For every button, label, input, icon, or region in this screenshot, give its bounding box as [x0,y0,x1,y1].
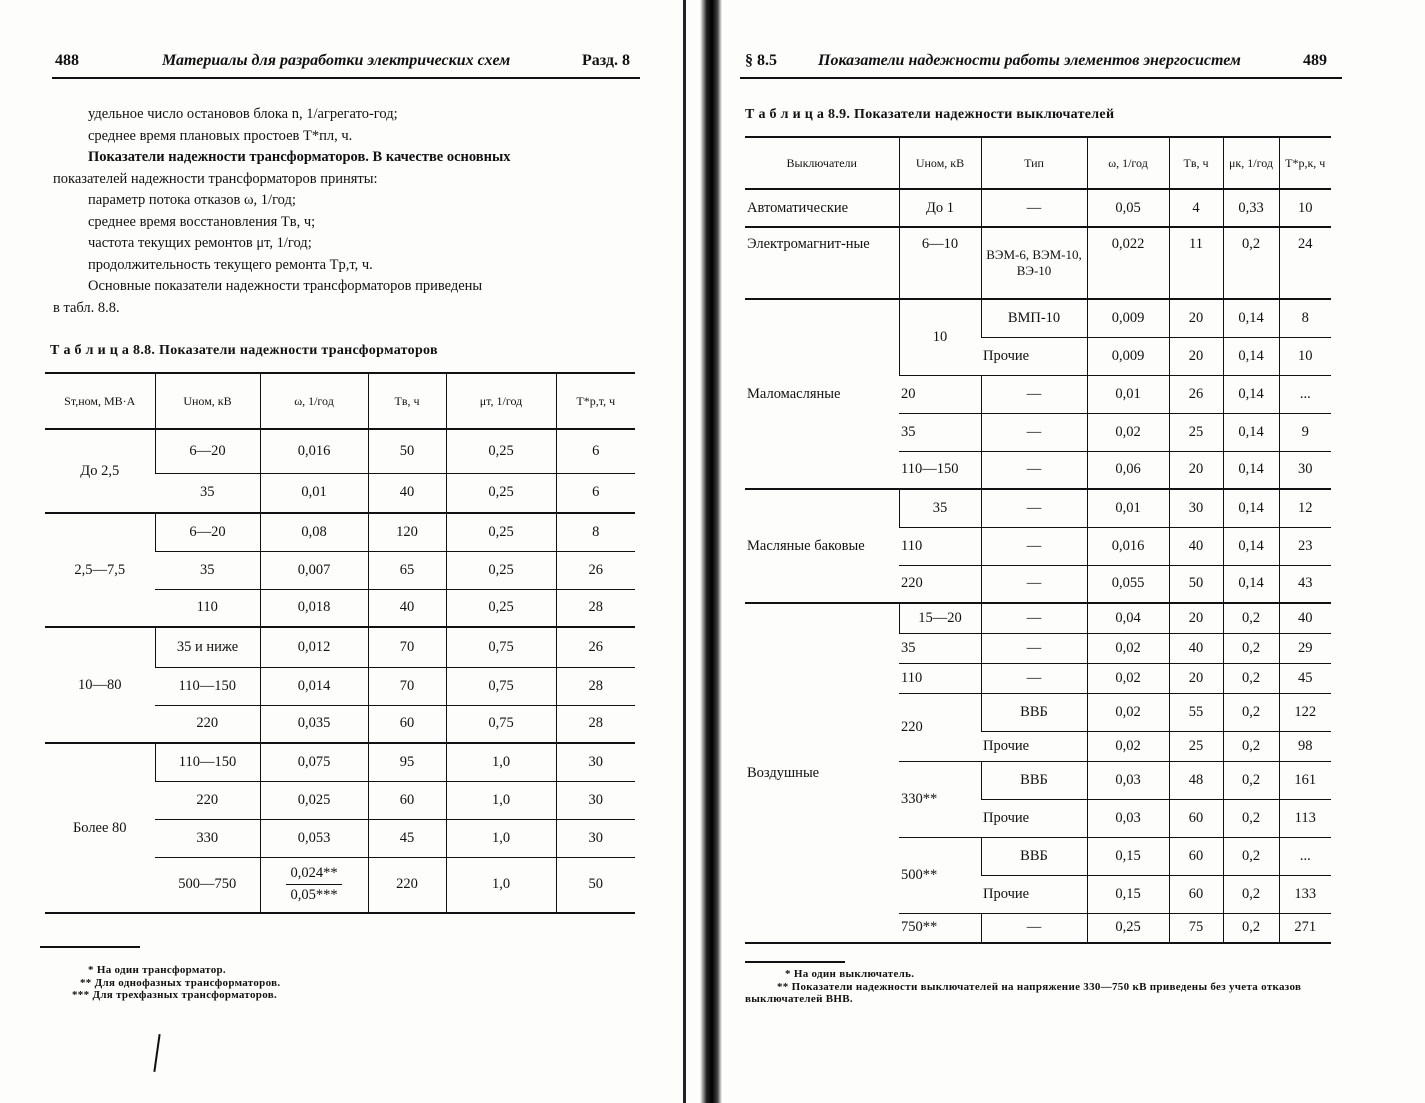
left-body-text [53,104,641,319]
table-cell: — [981,189,1087,227]
table-cell: 35 [899,413,981,451]
table-cell: 0,055 [1087,565,1169,603]
column-header: Tв, ч [368,373,446,429]
table-cell: 220 [155,781,260,819]
table-cell: 0,01 [1087,489,1169,527]
footnote-rule [40,946,140,948]
text-line: среднее время восстановления Tв, ч; [88,213,316,230]
table-cell: ВЭМ-6, ВЭМ-10, ВЭ-10 [981,227,1087,299]
table-cell: Прочие [981,337,1087,375]
table-cell: 0,14 [1223,489,1279,527]
table-cell: 15—20 [899,603,981,633]
table-cell: ВВБ [981,837,1087,875]
table-row [745,299,1331,337]
table-cell: 0,25 [446,473,556,513]
table-cell: 50 [556,857,635,913]
table-header-row [45,373,635,429]
table-cell: 45 [1279,663,1331,693]
table-cell: 0,2 [1223,603,1279,633]
table-cell: — [981,489,1087,527]
table-cell: 30 [556,819,635,857]
table-cell: — [981,603,1087,633]
table-cell: 0,053 [260,819,368,857]
table-cell: 0,02 [1087,633,1169,663]
table-cell: 161 [1279,761,1331,799]
table-cell: 0,03 [1087,799,1169,837]
table-cell: 0,2 [1223,693,1279,731]
text-line: удельное число остановов блока n, 1/агрегато-год; [88,106,398,122]
table-cell: 0,25 [446,513,556,551]
table-cell: 120 [368,513,446,551]
table-cell: 0,009 [1087,299,1169,337]
table-cell: 26 [556,627,635,667]
right-footnotes [745,968,1345,1006]
table-row [45,513,635,551]
table-cell: 23 [1279,527,1331,565]
table-cell: — [981,565,1087,603]
table-cell: 20 [1169,451,1223,489]
table-cell: 45 [368,819,446,857]
footnote: *** Для трехфазных трансформаторов. [72,989,278,1001]
table-cell: 24 [1279,227,1331,299]
column-header: Выключатели [745,137,899,189]
table-8-8 [45,372,635,914]
left-section-label: Разд. 8 [582,52,631,69]
table-cell: 40 [1169,633,1223,663]
table-cell: 0,03 [1087,761,1169,799]
table-cell: 20 [1169,299,1223,337]
table-cell: ВВБ [981,761,1087,799]
table-cell: 10 [1279,189,1331,227]
table-cell: 60 [368,705,446,743]
table-cell: 30 [1279,451,1331,489]
right-section-label: § 8.5 [745,52,777,69]
table-cell-fraction [260,857,368,913]
column-header: ω, 1/год [260,373,368,429]
table-header-row [745,137,1331,189]
table-cell: 65 [368,551,446,589]
table-cell: — [981,413,1087,451]
table-cell: — [981,451,1087,489]
table-cell: 40 [368,589,446,627]
table-cell: 6—20 [155,429,260,473]
table-cell: 9 [1279,413,1331,451]
table-cell: 0,035 [260,705,368,743]
column-header: T*р,к, ч [1279,137,1331,189]
text-line: Основные показатели надежности трансформаторов приведены [88,278,483,294]
footnote-rule [745,961,845,963]
table-cell: ... [1279,837,1331,875]
right-header-rule [740,77,1342,79]
table-cell: 30 [556,781,635,819]
group-label: Масляные баковые [745,489,899,603]
table-cell: 0,075 [260,743,368,781]
table-cell: 0,02 [1087,693,1169,731]
table-cell: 0,14 [1223,337,1279,375]
table-row [45,627,635,667]
table-cell: 110—150 [155,667,260,705]
table-cell: 12 [1279,489,1331,527]
table-cell: 95 [368,743,446,781]
left-page-number: 488 [55,52,79,69]
table-cell: 0,14 [1223,375,1279,413]
table-cell: 25 [1169,413,1223,451]
right-running-title: Показатели надежности работы элементов энергосистем [818,52,1241,69]
table-cell: 0,2 [1223,761,1279,799]
column-header: μт, 1/год [446,373,556,429]
table-cell: 60 [1169,799,1223,837]
table-cell: 35 [899,633,981,663]
table-cell: 0,016 [1087,527,1169,565]
table-row [45,429,635,473]
table-cell: 220 [155,705,260,743]
table-cell: 0,14 [1223,565,1279,603]
table-cell: 0,2 [1223,875,1279,913]
table-cell: 0,02 [1087,413,1169,451]
table-cell: 35 и ниже [155,627,260,667]
table-cell: 271 [1279,913,1331,943]
table-cell: 29 [1279,633,1331,663]
table-cell: 1,0 [446,743,556,781]
table-cell: — [981,663,1087,693]
table-cell: Прочие [981,731,1087,761]
table-cell: 11 [1169,227,1223,299]
footnote: ** Для однофазных трансформаторов. [80,976,281,989]
column-header: ω, 1/год [1087,137,1169,189]
table-cell: 0,2 [1223,663,1279,693]
table-cell: — [981,633,1087,663]
text-line: показателей надежности трансформаторов приняты: [53,170,378,187]
table-cell: 0,02 [1087,663,1169,693]
table-cell: 110 [899,663,981,693]
table-cell: 6—20 [155,513,260,551]
table-cell: 0,33 [1223,189,1279,227]
table-row [745,189,1331,227]
table-cell: 0,01 [1087,375,1169,413]
table-cell: 4 [1169,189,1223,227]
table-cell: 0,25 [446,589,556,627]
table-cell: — [981,527,1087,565]
text-line: продолжительность текущего ремонта Tр,т, ч. [88,256,373,273]
group-label: 10—80 [45,627,155,743]
table-cell: 26 [1169,375,1223,413]
table-cell: 10 [1279,337,1331,375]
table-cell: 0,2 [1223,731,1279,761]
table-cell: 8 [1279,299,1331,337]
table-cell: 110 [899,527,981,565]
table-cell: 6 [556,429,635,473]
group-label: Более 80 [45,743,155,913]
table-cell: 750** [899,913,981,943]
table-cell: 0,2 [1223,799,1279,837]
text-line: частота текущих ремонтов μт, 1/год; [88,235,312,251]
table-cell: 0,04 [1087,603,1169,633]
left-running-title: Материалы для разработки электрических схем [162,52,511,69]
group-label: До 2,5 [45,429,155,513]
table-cell: 0,2 [1223,227,1279,299]
table-cell: 60 [368,781,446,819]
text-line: параметр потока отказов ω, 1/год; [88,192,296,208]
table-cell: 0,25 [446,429,556,473]
left-footnotes [60,964,280,1002]
table-cell: 0,2 [1223,913,1279,943]
table-cell: 0,009 [1087,337,1169,375]
table-cell: 75 [1169,913,1223,943]
table-row [745,489,1331,527]
table-cell: 6—10 [899,227,981,299]
table-cell: 25 [1169,731,1223,761]
table-cell: 0,2 [1223,633,1279,663]
table-cell: 20 [1169,663,1223,693]
table-cell: 30 [556,743,635,781]
table-cell: 28 [556,667,635,705]
table-cell: Электромагнит-ные [745,227,899,299]
table-cell: 20 [1169,337,1223,375]
table-cell: 0,14 [1223,527,1279,565]
table-cell: Прочие [981,875,1087,913]
table-cell: 0,14 [1223,413,1279,451]
text-line: в табл. 8.8. [53,299,120,316]
table-cell: 20 [1169,603,1223,633]
table-cell: 110—150 [155,743,260,781]
left-header-rule [52,77,640,79]
table-cell: 0,025 [260,781,368,819]
table-cell: 0,75 [446,667,556,705]
table-cell: 1,0 [446,819,556,857]
table-cell: 43 [1279,565,1331,603]
table-cell: 0,15 [1087,875,1169,913]
table-cell: 40 [1169,527,1223,565]
table-cell: 330 [155,819,260,857]
table-cell: — [981,375,1087,413]
pen-mark [153,1034,160,1072]
group-label: Воздушные [745,603,899,943]
column-header: T*р,т, ч [556,373,635,429]
table-cell: 133 [1279,875,1331,913]
table-cell: 30 [1169,489,1223,527]
right-page [715,0,1425,1103]
table-cell: До 1 [899,189,981,227]
table-cell: 0,2 [1223,837,1279,875]
table-cell: 40 [368,473,446,513]
table-cell: 0,01 [260,473,368,513]
table-cell: 110—150 [899,451,981,489]
table-cell: 35 [155,473,260,513]
table-cell: 60 [1169,875,1223,913]
table-cell: 6 [556,473,635,513]
table-cell: 0,014 [260,667,368,705]
table-cell: 35 [899,489,981,527]
column-header: Тип [981,137,1087,189]
column-header: Uном, кВ [899,137,981,189]
page-edge [683,0,686,1103]
table-cell: 20 [899,375,981,413]
column-header: μк, 1/год [1223,137,1279,189]
table-row [745,603,1331,633]
table-cell: 0,012 [260,627,368,667]
footnote: * На один трансформатор. [88,964,226,976]
table-cell: 0,25 [1087,913,1169,943]
column-header: Sт,ном, MB·A [45,373,155,429]
table-cell: 0,02 [1087,731,1169,761]
fraction-top: 0,024** [286,863,341,885]
table-cell: 0,15 [1087,837,1169,875]
table-cell: Прочие [981,799,1087,837]
group-label: Маломасляные [745,299,899,489]
table-cell: 220 [368,857,446,913]
table-cell: 0,007 [260,551,368,589]
table-cell: 330** [899,761,981,837]
group-label: 2,5—7,5 [45,513,155,627]
table-cell: ВВБ [981,693,1087,731]
table-cell: Автоматические [745,189,899,227]
right-page-number: 489 [1303,52,1327,69]
table-cell: 35 [155,551,260,589]
text-line: Показатели надежности трансформаторов. В качестве основных [88,149,511,165]
table-cell: ... [1279,375,1331,413]
table-cell: 40 [1279,603,1331,633]
table-cell: 0,06 [1087,451,1169,489]
table-cell: 48 [1169,761,1223,799]
table-cell: 110 [155,589,260,627]
table-cell: 0,14 [1223,299,1279,337]
table-row [45,743,635,781]
table-cell: 0,08 [260,513,368,551]
column-header: Tв, ч [1169,137,1223,189]
table-cell: 0,75 [446,705,556,743]
table-cell: 0,25 [446,551,556,589]
table-row [745,227,1331,299]
table-cell: 500** [899,837,981,913]
table-8-9 [745,136,1331,944]
fraction-bottom: 0,05*** [290,887,338,904]
table-cell: 220 [899,565,981,603]
table-cell: 0,05 [1087,189,1169,227]
table-8-8-caption: Т а б л и ц а 8.8. Показатели надежности трансформаторов [50,343,438,358]
table-cell: 28 [556,705,635,743]
column-header: Uном, кВ [155,373,260,429]
table-8-9-caption: Т а б л и ц а 8.9. Показатели надежности выключателей [745,107,1115,122]
text-line: среднее время плановых простоев T*пл, ч. [88,127,353,144]
footnote: * На один выключатель. [785,968,915,980]
table-cell: 70 [368,627,446,667]
table-cell: 50 [368,429,446,473]
table-cell: ВМП-10 [981,299,1087,337]
table-cell: 0,018 [260,589,368,627]
left-page [0,0,690,1103]
table-cell: 113 [1279,799,1331,837]
table-cell: 26 [556,551,635,589]
table-cell: 0,14 [1223,451,1279,489]
table-cell: — [981,913,1087,943]
table-cell: 0,016 [260,429,368,473]
table-cell: 220 [899,693,981,761]
table-cell: 55 [1169,693,1223,731]
table-cell: 70 [368,667,446,705]
table-cell: 1,0 [446,857,556,913]
footnote: ** Показатели надежности выключателей на напряжение 330—750 кВ приведены без учета отказов выключателей ВНВ. [745,980,1302,1005]
table-cell: 8 [556,513,635,551]
table-cell: 28 [556,589,635,627]
table-cell: 0,75 [446,627,556,667]
table-cell: 1,0 [446,781,556,819]
table-cell: 98 [1279,731,1331,761]
table-cell: 500—750 [155,857,260,913]
table-cell: 50 [1169,565,1223,603]
table-cell: 10 [899,299,981,375]
table-cell: 0,022 [1087,227,1169,299]
table-cell: 122 [1279,693,1331,731]
table-cell: 60 [1169,837,1223,875]
